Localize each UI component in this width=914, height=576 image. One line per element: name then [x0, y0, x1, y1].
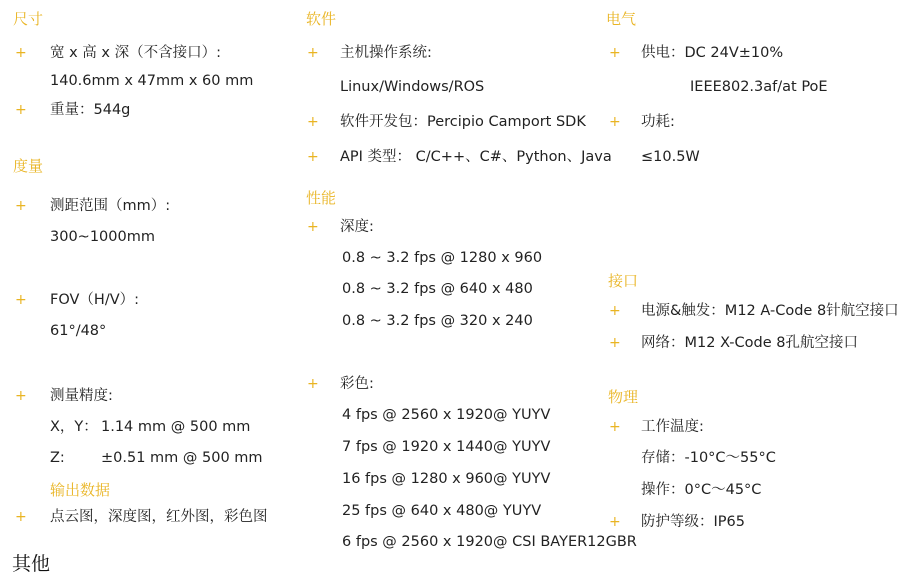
- depth-label: 深度:: [340, 219, 374, 235]
- temp-operation: 操作：0°C～45°C: [641, 482, 762, 498]
- bullet-plus-icon: +: [307, 149, 319, 165]
- accuracy-label: 测量精度:: [50, 388, 113, 404]
- dimensions-label: 宽 x 高 x 深（不含接口）:: [50, 45, 221, 61]
- ip-rating: 防护等级：IP65: [641, 514, 745, 530]
- power-consumption-label: 功耗:: [641, 114, 675, 130]
- bullet-plus-icon: +: [307, 376, 319, 392]
- bullet-plus-icon: +: [609, 303, 621, 319]
- poe-text: IEEE802.3af/at PoE: [690, 79, 828, 95]
- dimensions-value: 140.6mm x 47mm x 60 mm: [50, 73, 254, 89]
- bullet-plus-icon: +: [609, 514, 621, 530]
- power-supply-text: 供电：DC 24V±10%: [641, 45, 784, 61]
- section-heading-interface: 接口: [608, 272, 639, 290]
- section-heading-output: 输出数据: [50, 481, 111, 499]
- bullet-plus-icon: +: [307, 219, 319, 235]
- bullet-plus-icon: +: [609, 335, 621, 351]
- power-trigger-text: 电源&触发：M12 A-Code 8针航空接口: [641, 303, 899, 319]
- accuracy-z-label: Z:: [50, 450, 65, 466]
- accuracy-xy-label: X，Y：: [50, 419, 98, 435]
- temp-storage: 存储：-10°C～55°C: [641, 450, 776, 466]
- bullet-plus-icon: +: [609, 45, 621, 61]
- color-label: 彩色:: [340, 376, 374, 392]
- bullet-plus-icon: +: [15, 509, 27, 525]
- api-text: API 类型： C/C++、C#、Python、Java: [340, 149, 612, 165]
- range-label: 测距范围（mm）:: [50, 198, 171, 214]
- bullet-plus-icon: +: [15, 198, 27, 214]
- bullet-plus-icon: +: [609, 114, 621, 130]
- depth-mode: 0.8 ~ 3.2 fps @ 640 x 480: [342, 281, 533, 297]
- range-value: 300~1000mm: [50, 229, 155, 245]
- section-heading-electrical: 电气: [606, 10, 637, 28]
- os-label: 主机操作系统:: [340, 45, 432, 61]
- depth-mode: 0.8 ~ 3.2 fps @ 1280 x 960: [342, 250, 543, 266]
- bullet-plus-icon: +: [15, 388, 27, 404]
- depth-mode: 0.8 ~ 3.2 fps @ 320 x 240: [342, 313, 533, 329]
- accuracy-z-value: ±0.51 mm @ 500 mm: [101, 450, 263, 466]
- network-text: 网络：M12 X-Code 8孔航空接口: [641, 335, 858, 351]
- color-mode: 16 fps @ 1280 x 960@ YUYV: [342, 471, 551, 487]
- section-heading-size: 尺寸: [13, 10, 44, 28]
- bullet-plus-icon: +: [307, 114, 319, 130]
- section-heading-physical: 物理: [608, 388, 639, 406]
- fov-value: 61°/48°: [50, 323, 107, 339]
- color-mode: 6 fps @ 2560 x 1920@ CSI BAYER12GBR: [342, 534, 637, 550]
- bullet-plus-icon: +: [609, 419, 621, 435]
- section-heading-software: 软件: [306, 10, 337, 28]
- section-heading-measure: 度量: [13, 157, 44, 175]
- output-value: 点云图，深度图，红外图，彩色图: [50, 509, 268, 525]
- section-heading-performance: 性能: [306, 189, 337, 207]
- bullet-plus-icon: +: [15, 292, 27, 308]
- temp-label: 工作温度:: [641, 419, 704, 435]
- bullet-plus-icon: +: [15, 102, 27, 118]
- os-value: Linux/Windows/ROS: [340, 79, 485, 95]
- weight-text: 重量：544g: [50, 102, 131, 118]
- section-heading-other: 其他: [12, 553, 51, 575]
- bullet-plus-icon: +: [15, 45, 27, 61]
- accuracy-xy-value: 1.14 mm @ 500 mm: [101, 419, 251, 435]
- bullet-plus-icon: +: [307, 45, 319, 61]
- sdk-text: 软件开发包：Percipio Camport SDK: [340, 114, 586, 130]
- color-mode: 7 fps @ 1920 x 1440@ YUYV: [342, 439, 551, 455]
- power-consumption-value: ≤10.5W: [641, 149, 700, 165]
- fov-label: FOV（H/V）:: [50, 292, 140, 308]
- color-mode: 4 fps @ 2560 x 1920@ YUYV: [342, 407, 551, 423]
- color-mode: 25 fps @ 640 x 480@ YUYV: [342, 503, 542, 519]
